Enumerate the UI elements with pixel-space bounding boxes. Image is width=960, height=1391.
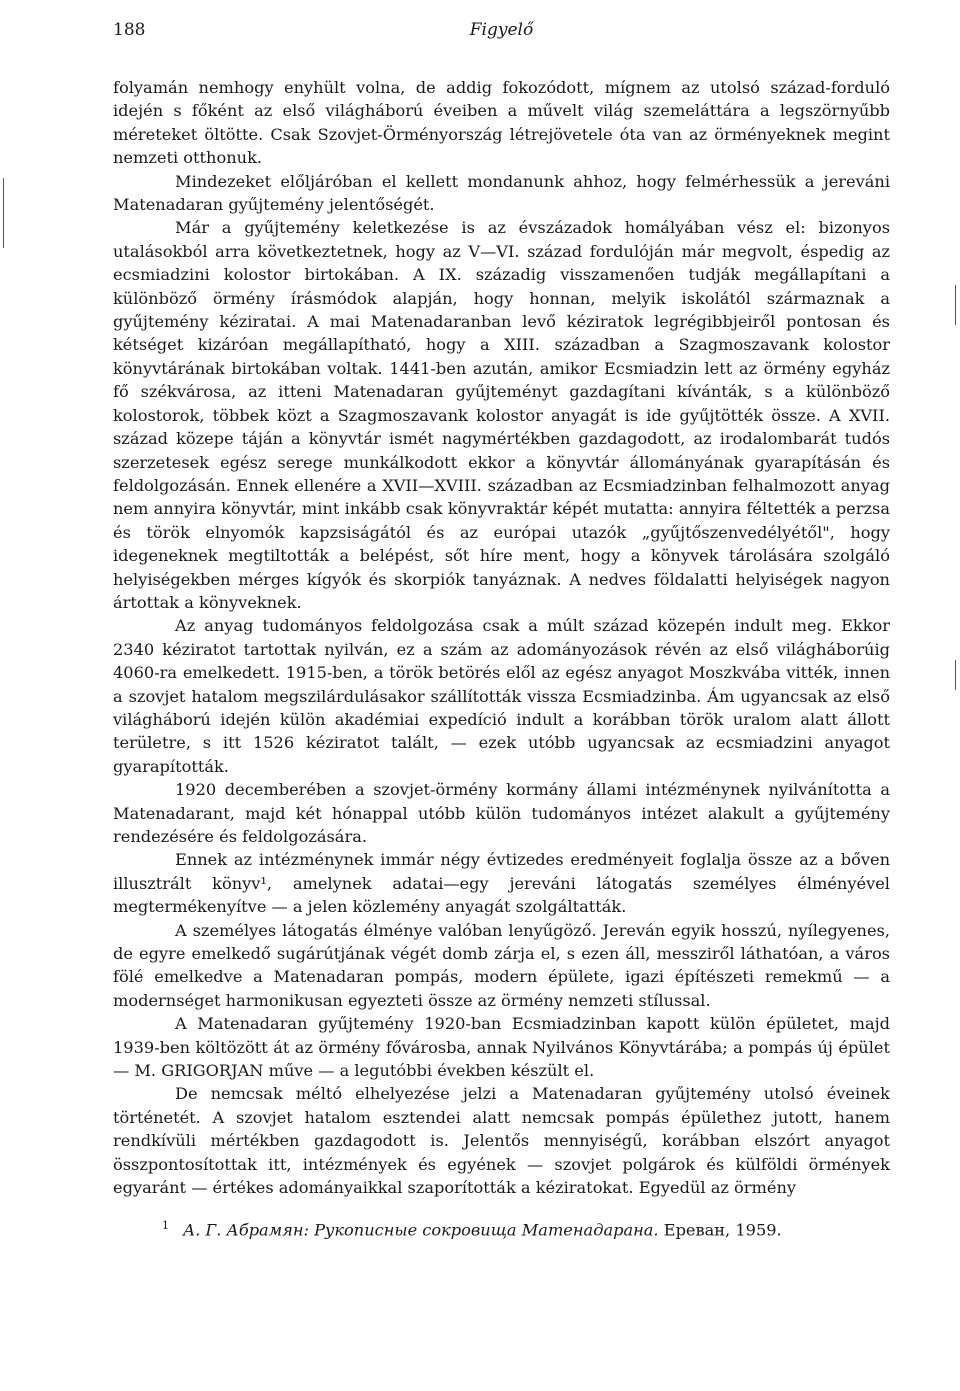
scan-edge-mark — [3, 178, 4, 248]
scan-edge-mark — [955, 660, 956, 690]
footnote — [162, 1214, 892, 1241]
paragraph: Mindezeket előljáróban el kellett mondanunk ahhoz, hogy felmérhessük a jereváni Matenadaran gyűjtemény jelentőségét. — [113, 171, 890, 215]
page-number: 188 — [113, 20, 146, 40]
running-title: Figyelő — [469, 20, 534, 40]
paragraph: A Matenadaran gyűjtemény 1920-ban Ecsmiadzinban kapott külön épületet, majd 1939-ben költözött át az örmény fővárosba, annak Nyilvános Könyvtárába; a pompás új épület — M. GRIGORJAN műve — a legutóbbi években készült el. — [113, 1014, 890, 1081]
footnote-place-year: Ереван, 1959. — [663, 1220, 782, 1240]
footnote-marker: 1 — [162, 1219, 169, 1232]
scan-edge-mark — [955, 285, 956, 325]
body-text — [113, 76, 890, 1200]
paragraph: Az anyag tudományos feldolgozása csak a múlt század közepén indult meg. Ekkor 2340 kéziratot tartottak nyilván, ez a szám az adományozások révén az első világháborúig 4060-ra emelkedett. 1915-ben, a török betörés elől az egész anyagot Moszkvába vitték, innen a szovjet hatalom megszilárdulásakor szállították vissza Ecsmiadzinba. Ám ugyancsak az első világháború idején külön akadémiai expedíció indult a korábban török uralom alatt állott területre, s itt 1526 kéziratot talált, — ezek utóbb ugyancsak az ecsmiadzini anyagot gyarapították. — [113, 616, 890, 776]
paragraph: De nemcsak méltó elhelyezése jelzi a Matenadaran gyűjtemény utolsó éveinek történetét. A szovjet hatalom esztendei alatt nemcsak pompás épülethez jutott, hanem rendkívüli mértékben gazdagodott is. Jelentős mennyiségű, korábban elszórt anyagot összpontosítottak itt, intézmények és egyének — szovjet polgárok és külföldi örmények egyaránt — értékes adományaikkal szaporították a kéziratokat. Egyedül az örmény — [113, 1084, 890, 1198]
footnote-citation: А. Г. Абрамян: Рукописные сокровища Матенадарана. — [183, 1220, 659, 1240]
paragraph: Már a gyűjtemény keletkezése is az évszázadok homályában vész el: bizonyos utalásokból arra következtetnek, hogy az V—VI. század fordulóján már megvolt, éspedig az ecsmiadzini kolostor birtokában. A IX. századig visszamenően tudják megállapítani a különböző örmény írásmódok alapján, hogy honnan, melyik iskolától származnak a gyűjtemény kéziratai. A mai Matenadaranban levő kéziratok legrégibbjeiről pontosan és kétséget kizáróan megállapítható, hogy a XIII. században a Szagmoszavank kolostor könyvtárának birtokában voltak. 1441-ben azután, amikor Ecsmiadzin lett az örmény egyház fő székvárosa, az itteni Matenadaran gyűjteményt gazdagítani kívánták, s a különböző kolostorok, többek közt a Szagmoszavank kolostor anyagát is ide gyűjtötték össze. A XVII. század közepe táján a könyvtár ismét nagymértékben gazdagodott, az irodalombarát tudós szerzetesek egész serege munkálkodott ekkor a könyvtár állományának gyarapításán és feldolgozásán. Ennek ellenére a XVII—XVIII. században az Ecsmiadzinban felhalmozott anyag nem annyira könyvtár, mint inkább csak könyvraktár képét mutatta: annyira féltették a perzsa és török elnyomók kapzsiságától és az európai utazók „gyűjtőszenvedélyétől", hogy idegeneknek megtiltották a belépést, sőt híre ment, hogy a könyvek tárolására szolgáló helyiségekben mérges kígyók és skorpiók tanyáznak. A nedves földalatti helyiségek nagyon ártottak a könyveknek. — [113, 218, 890, 612]
paragraph: Ennek az intézménynek immár négy évtizedes eredményeit foglalja össze az a bőven illusztrált könyv¹, amelynek adatai—egy jereváni látogatás személyes élményével megtermékenyítve — a jelen közlemény anyagát szolgáltatták. — [113, 850, 890, 917]
paragraph: A személyes látogatás élménye valóban lenyűgöző. Jereván egyik hosszú, nyílegyenes, de egyre emelkedő sugárútjának végét domb zárja el, s ezen áll, messziről láthatóan, a város fölé emelkedve a Matenadaran pompás, modern épülete, igazi építészeti remekmű — a modernséget harmonikusan egyezteti össze az örmény nemzeti stílussal. — [113, 920, 890, 1010]
paragraph-continuation: folyamán nemhogy enyhült volna, de addig fokozódott, mígnem az utolsó század-forduló idején s főként az első világháború éveiben a művelt világ szemeláttára a legszörnyűbb méreteket öltötte. Csak Szovjet-Örményország létrejövetele óta van az örményeknek megint nemzeti otthonuk. — [113, 78, 890, 168]
paragraph: 1920 decemberében a szovjet-örmény kormány állami intézménynek nyilvánította a Matenadarant, majd két hónappal utóbb külön tudományos intézet alakult a gyűjtemény rendezésére és feldolgozására. — [113, 780, 890, 846]
page-header — [113, 20, 890, 50]
